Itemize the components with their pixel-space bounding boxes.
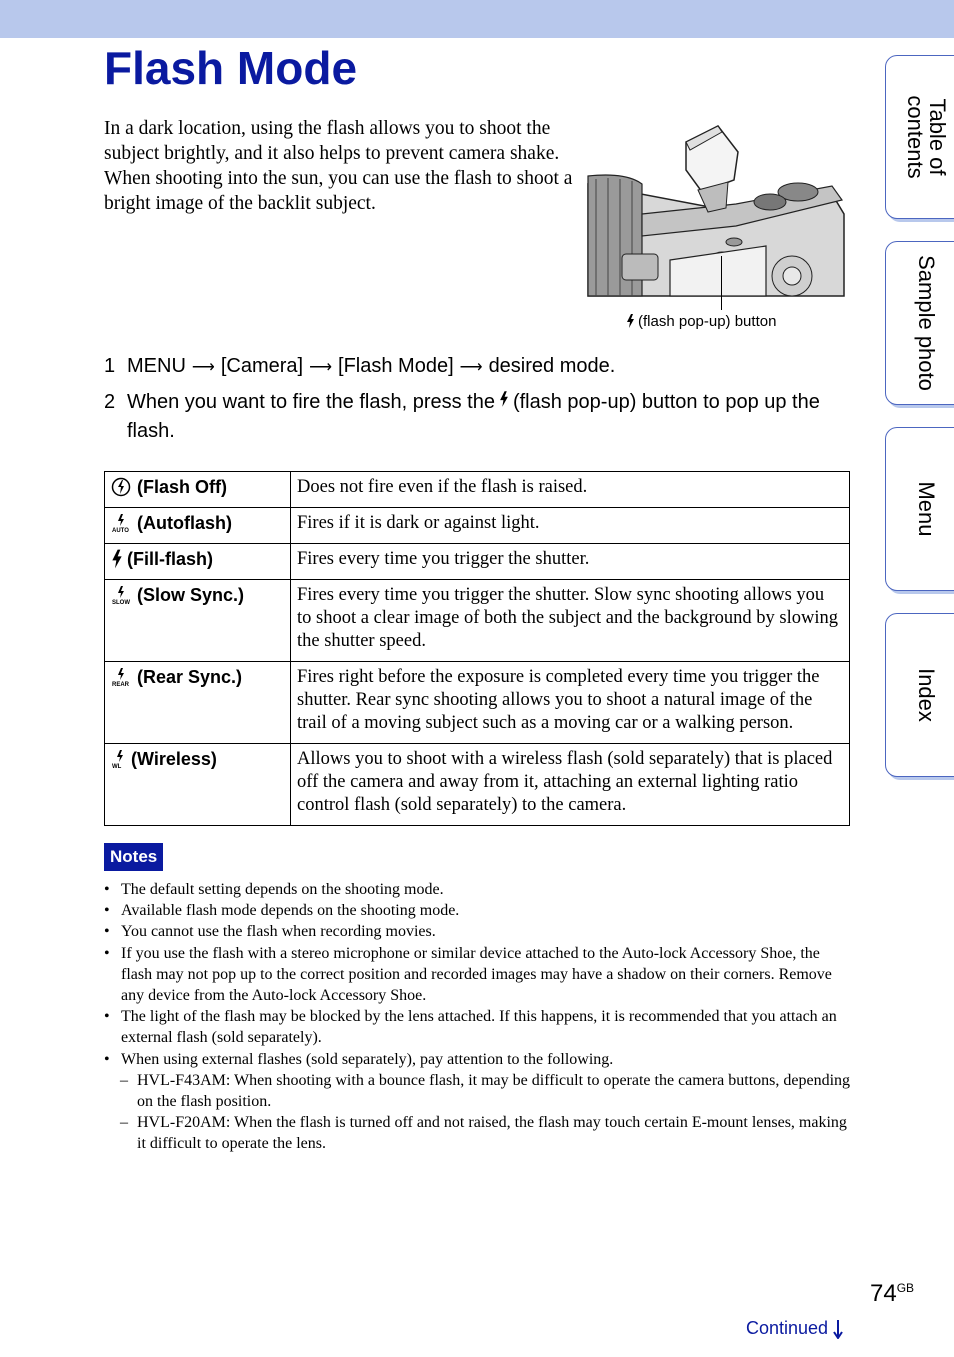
continued-link[interactable] [746,1318,843,1339]
mode-description: Does not fire even if the flash is raised. [291,472,850,508]
list-item: • You cannot use the flash when recording movies. [104,921,854,942]
notes-heading: Notes [104,843,163,871]
mode-cell [105,744,291,826]
step-text [127,388,849,446]
page-number [870,1280,914,1308]
step-number: 2 [104,391,116,413]
tab-menu[interactable] [885,427,954,591]
list-item: • Available flash mode depends on the shooting mode. [104,900,854,921]
mode-description: Fires every time you trigger the shutter. [291,544,850,580]
mode-description: Fires if it is dark or against light. [291,508,850,544]
mode-cell [105,544,291,580]
page-number-value: 74 [870,1280,897,1307]
list-item: • If you use the flash with a stereo microphone or similar device attached to the Auto-lock Accessory Shoe, the flash may not pop up to the correct position and recorded images may have a shadow on their corners. Remove any device from the Auto-lock Accessory Shoe. [104,943,854,1007]
flash-mode-menu-label: [Flash Mode] [338,355,454,377]
tab-label: Menu [914,481,939,537]
list-item: • The light of the flash may be blocked by the lens attached. If this happens, it is recommended that you attach an external flash (sold separately). [104,1006,854,1048]
icon-text: SLOW [112,600,130,605]
mode-label: (Autoflash) [137,513,232,533]
mode-cell [105,508,291,544]
flash-mode-table [104,471,850,826]
icon-text: WL [112,764,122,769]
tab-index[interactable] [885,613,954,777]
tab-sample-photo[interactable] [885,241,954,405]
page-suffix: GB [896,1281,915,1295]
page-title: Flash Mode [104,42,358,94]
menu-label: MENU [127,355,186,377]
table-row [105,580,850,662]
table-row [105,544,850,580]
table-row [105,508,850,544]
flash-fill-icon [111,549,123,569]
mode-cell [105,662,291,744]
arrow-right-icon: ⟶ [459,359,483,376]
step-2-text-a: When you want to fire the flash, press the [127,391,495,413]
caption-leader-line [721,256,722,310]
mode-label: (Rear Sync.) [137,667,243,687]
step-2-text-b: (flash pop-up) button to pop up the flash. [127,391,820,442]
arrow-right-icon: ⟶ [191,359,215,376]
tab-table-of-contents[interactable] [885,55,954,219]
camera-menu-label: [Camera] [220,355,304,377]
mode-label: (Wireless) [131,749,217,769]
flash-icon [626,314,635,328]
flash-button-caption [626,313,776,330]
continued-label: Continued [746,1318,829,1338]
camera-illustration [586,124,848,299]
procedure-steps [104,352,849,452]
notes-list [104,879,854,1155]
flash-slow-icon [111,585,131,605]
mode-description: Fires every time you trigger the shutter. Slow sync shooting allows you to shoot a clear image of both the subject and the background by slowing the shutter speed. [291,580,850,662]
flash-wireless-icon [111,749,127,769]
step-text [127,352,615,382]
mode-description: Allows you to shoot with a wireless flash (sold separately) that is placed off the camera and away from it, attaching an external lighting ratio control flash (sold separately) to the camera. [291,744,850,826]
flash-off-icon [111,477,131,497]
tab-label: Sample photo [914,255,939,391]
mode-label: (Fill-flash) [127,549,213,569]
top-banner [0,0,954,38]
sub-list-item: – HVL-F43AM: When shooting with a bounce flash, it may be difficult to operate the camera buttons, depending on the flash position. [104,1070,854,1112]
mode-description: Fires right before the exposure is completed every time you trigger the shutter. Rear sync shooting allows you to shoot a natural image of the trail of a moving subject such as a moving car or a walking person. [291,662,850,744]
icon-text: REAR [112,682,130,687]
flash-icon [499,391,509,407]
step-number: 1 [104,355,116,377]
table-row [105,662,850,744]
caption-text: (flash pop-up) button [638,313,777,330]
arrow-down-icon [833,1319,843,1339]
mode-cell [105,472,291,508]
step-1 [104,352,849,382]
sub-list-item: – HVL-F20AM: When the flash is turned off and not raised, the flash may touch certain E-mount lenses, making it difficult to operate the lens. [104,1112,854,1154]
flash-rear-icon [111,667,131,687]
step-1-end: desired mode. [488,355,616,377]
intro-paragraph: In a dark location, using the flash allows you to shoot the subject brightly, and it also helps to prevent camera shake. When shooting into the sun, you can use the flash to shoot a bright image of the backlit subject. [104,118,573,214]
icon-text: AUTO [112,528,129,533]
mode-cell [105,580,291,662]
list-item: • The default setting depends on the shooting mode. [104,879,854,900]
arrow-right-icon: ⟶ [309,359,333,376]
flash-auto-icon [111,513,131,533]
mode-label: (Flash Off) [137,477,227,497]
tab-label: Index [914,668,939,722]
list-item: • When using external flashes (sold separately), pay attention to the following. [104,1049,854,1070]
table-row [105,744,850,826]
tab-label: Table of contents [903,95,950,179]
step-2 [104,388,849,446]
mode-label: (Slow Sync.) [137,585,245,605]
table-row [105,472,850,508]
